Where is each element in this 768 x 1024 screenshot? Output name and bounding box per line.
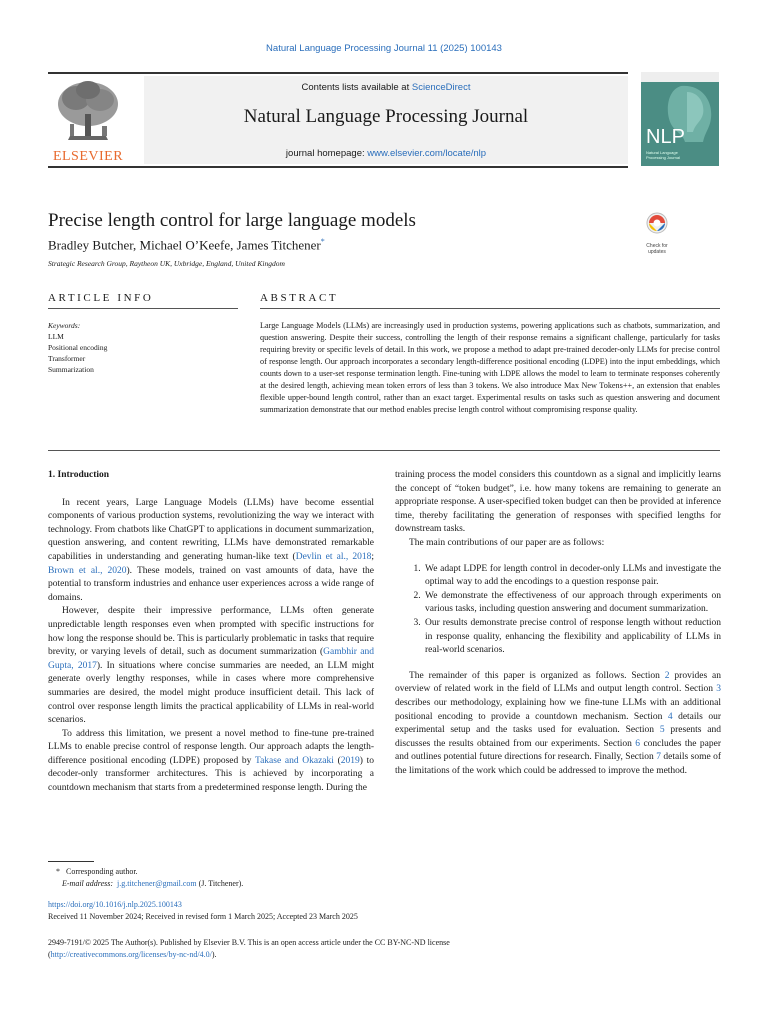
keywords-block (48, 320, 107, 375)
contents-line (144, 82, 628, 93)
email-suffix: (J. Titchener). (198, 879, 244, 888)
footnote-corresponding (56, 866, 243, 878)
journal-title: Natural Language Processing Journal (243, 106, 529, 127)
keyword-item: Positional encoding (48, 343, 108, 352)
citation-link[interactable]: Devlin et al., 2018 (295, 551, 372, 562)
header-top-rule (48, 72, 628, 74)
abstract-bottom-rule (48, 450, 720, 451)
footnote-rule (48, 861, 94, 862)
section-link[interactable]: 6 (635, 738, 641, 749)
cover-logo-text: NLP (646, 126, 685, 148)
author-list (48, 237, 325, 253)
corresponding-author-mark[interactable]: * (320, 237, 325, 246)
journal-info-box (144, 76, 628, 164)
text-run: In recent years, Large Language Models (LLMs) have become essential components of various production systems, revolutionizing the way we interact with technology. From chatbots like ChatGPT to applications in document summarization, question answering, and content rewriting, LLMs have demonstrated remarkable capabilities in understanding and generating human-like text ( (48, 497, 374, 562)
intro-paragraph-3-cont: training process the model considers this countdown as a signal and implicitly learns the concept of “token budget”, i.e. how many tokens are remaining to generate an appropriate response. A user-specified token budget can then be provided at inference time, thereby facilitating the generation of responses with specified lengths for downstream tasks. (395, 470, 721, 535)
header-bottom-rule (48, 166, 628, 168)
text-run: ; (371, 551, 374, 562)
section-link[interactable]: 2 (664, 670, 670, 681)
footnote-mark: * (56, 867, 60, 876)
badge-caption: Check for updates (646, 243, 668, 255)
publisher-wordmark: ELSEVIER (52, 149, 124, 164)
section-link[interactable]: 5 (659, 725, 665, 736)
affiliation: Strategic Research Group, Raytheon UK, Uxbridge, England, United Kingdom (48, 259, 285, 268)
journal-citation[interactable]: Natural Language Processing Journal 11 (2025) 100143 (266, 43, 502, 54)
abstract-rule (260, 308, 720, 309)
body-column-right (395, 469, 721, 778)
text-run: concludes the paper and outlines potential future directions for research. Finally, Section (395, 738, 721, 763)
text-run: provides an overview of related work in the field of LLMs and output length control. Section (395, 670, 721, 695)
text-run: details our experimental setup and the tasks used for evaluation. Section (395, 711, 721, 736)
license-url-line: (http://creativecommons.org/licenses/by-nc-nd/4.0/). (48, 950, 217, 959)
text-run: ( (333, 755, 341, 766)
citation-link[interactable]: Takase and Okazaki (254, 755, 334, 766)
citation-link[interactable]: Brown et al., 2020 (48, 565, 127, 576)
intro-paragraph-3 (48, 728, 374, 796)
check-for-updates-badge[interactable] (640, 212, 674, 255)
article-dates (48, 899, 358, 923)
text-run: presents and discusses the results obtained from our experiments. Section (395, 725, 721, 749)
footnote-email (56, 878, 243, 890)
sciencedirect-link[interactable]: ScienceDirect (411, 82, 471, 93)
abstract-heading: ABSTRACT (260, 292, 339, 304)
footnote (56, 866, 243, 890)
footnote-text: Corresponding author. (66, 867, 138, 876)
text-run: describes our methodology, explaining how we fine-tune LLMs with an additional positional encoding to provide a countdown mechanism. Section (395, 697, 721, 722)
email-label: E-mail address: (62, 879, 114, 888)
homepage-prefix: journal homepage: (285, 148, 365, 159)
section-link[interactable]: 4 (667, 711, 673, 722)
citation-link[interactable]: 2019 (340, 755, 360, 766)
homepage-link[interactable]: www.elsevier.com/locate/nlp (367, 148, 487, 159)
keyword-item: LLM (48, 332, 64, 341)
abstract-text: Large Language Models (LLMs) are increasingly used in production systems, powering applications such as chatbots, summarization, and question answering. Despite their success, controlling the length of their response remains a significant challenge, particularly for tasks requiring brevity or specific levels of detail. In this work, we propose a method to adapt pre-trained decoder-only LLMs for precise control of response length. Our approach incorporates a secondary length-difference positional encoding (LDPE) into the input embeddings, which counts down to a user-set response termination length. Fine-tuning with LDPE allows the model to learn to terminate responses coherently at the desired length, achieving mean token errors of less than 3 tokens. We also introduce Max New Tokens++, an extension that enables flexible upper-bound length control, rather than an exact target. Experimental results on tasks such as question answering and document summarization demonstrate that our method enables precise length control without compromising response quality. (260, 321, 720, 414)
paper-title: Precise length control for large language models (48, 210, 416, 231)
email-link[interactable]: j.g.titchener@gmail.com (117, 879, 197, 888)
text-run: details some of the limitations of the work which could be addressed to improve the method. (395, 752, 722, 776)
contributions-intro: The main contributions of our paper are as follows: (409, 537, 605, 548)
keyword-item: Transformer (48, 354, 86, 363)
keywords-label: Keywords: (48, 321, 81, 330)
text-run: However, despite their impressive performance, LLMs often generate unpredictable length responses even when prompted with specific instructions for how long the response should be. This is particularly problematic in tasks that require brevity, or varying levels of detail, such as document summarization ( (48, 606, 374, 658)
text-run: The remainder of this paper is organized as follows. Section (409, 670, 665, 681)
intro-paragraph-1 (48, 497, 374, 606)
journal-header (48, 72, 628, 168)
journal-cover[interactable] (641, 72, 719, 166)
license-text: 2949-7191/© 2025 The Author(s). Published by Elsevier B.V. This is an open access article under the CC BY-NC-ND license (48, 938, 450, 947)
section-link[interactable]: 3 (716, 684, 721, 695)
citation-link[interactable]: Gambhir and Gupta, 2017 (48, 647, 374, 671)
elsevier-tree-icon (48, 78, 128, 148)
section-link[interactable]: 7 (656, 752, 661, 763)
homepage-line (144, 148, 628, 159)
list-item: 1. We adapt LDPE for length control in decoder-only LLMs and investigate the optimal way to add the encodings to a question response pair. (423, 563, 721, 590)
body-column-left (48, 469, 374, 796)
contents-prefix: Contents lists available at (301, 82, 410, 93)
text-run: ). In situations where concise summaries are needed, an LLM might generate overly lengthy responses, while in cases where more comprehensive summaries are desired, the model might produce insufficient detail. This lack of control over response length limits the practical applicability of LLMs in real-world scenarios. (48, 660, 374, 726)
cover-subtitle: Natural Language Processing Journal (646, 150, 681, 160)
author-names: Bradley Butcher, Michael O’Keefe, James Titchener (48, 237, 321, 253)
text-run: ). (211, 950, 217, 959)
text-run: ) to decoder-only transformer architectures. This is achieved by incorporating a countdown mechanism that starts from a predetermined response length. During the (48, 755, 374, 794)
license-block (48, 937, 450, 961)
keyword-item: Summarization (48, 365, 94, 374)
text-run: ). These models, trained on vast amounts of data, have the potential to transform industries and enhance user experiences across a wide range of domains. (48, 565, 375, 603)
received-dates: Received 11 November 2024; Received in revised form 1 March 2025; Accepted 23 March 2025 (48, 912, 358, 921)
license-link[interactable]: http://creativecommons.org/licenses/by-nc-nd/4.0/ (50, 950, 212, 959)
article-info-heading: ARTICLE INFO (48, 292, 154, 304)
doi-link[interactable]: https://doi.org/10.1016/j.nlp.2025.100143 (48, 900, 182, 909)
publisher-logo[interactable] (48, 78, 128, 162)
list-item: 3. Our results demonstrate precise control of response length without reduction in response quality, enhancing the flexibility and applicability of LLMs in real-world scenarios. (423, 617, 721, 658)
section-heading: 1. Introduction (48, 470, 110, 480)
contributions-list (395, 563, 721, 658)
check-for-updates-icon (640, 212, 674, 238)
intro-paragraph-2 (48, 605, 374, 727)
outline-paragraph (395, 670, 721, 779)
text-run: To address this limitation, we present a novel method to fine-tune pre-trained LLMs to enable precise control of response length. Our approach adapts the length-difference positional encoding (LDPE) proposed by (48, 728, 374, 766)
list-item: 2. We demonstrate the effectiveness of our approach through experiments on various tasks, including question answering and document summarization. (423, 590, 721, 617)
article-info-rule (48, 308, 238, 309)
